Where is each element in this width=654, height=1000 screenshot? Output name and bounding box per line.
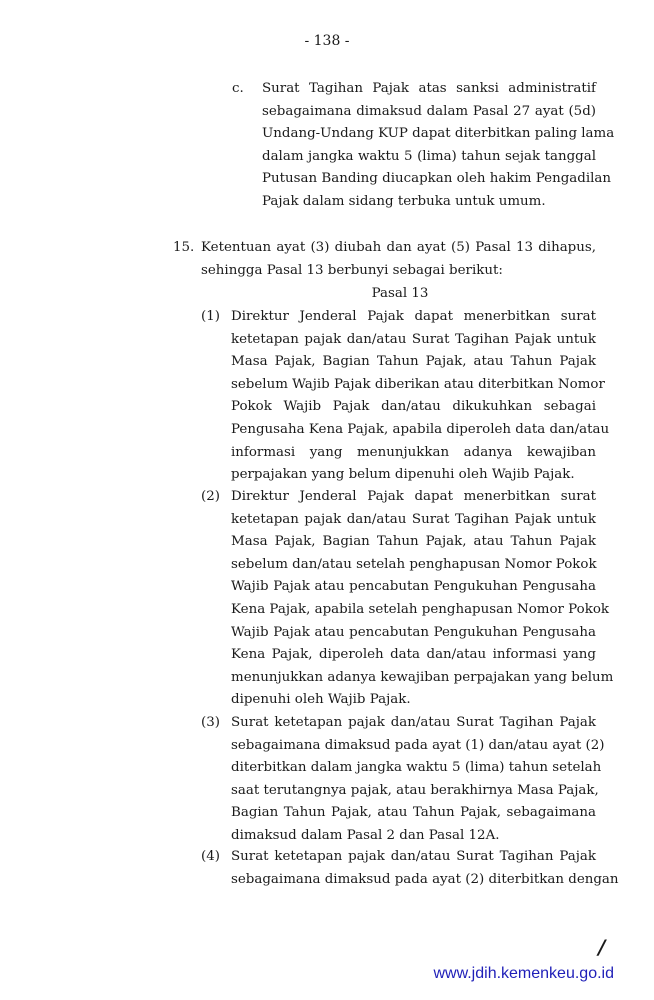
text-line: menunjukkan adanya kewajiban perpajakan yang belum xyxy=(231,669,614,685)
ayat-marker-4: (4) xyxy=(201,849,220,864)
text-line: Pajak dalam sidang terbuka untuk umum. xyxy=(262,193,546,209)
text-line: sebelum dan/atau setelah penghapusan Nomor Pokok xyxy=(231,556,597,572)
text-line: perpajakan yang belum dipenuhi oleh Wajib Pajak. xyxy=(231,467,575,483)
item-c-text xyxy=(262,78,615,214)
text-line: Putusan Banding diucapkan oleh hakim Pengadilan xyxy=(262,171,612,187)
text-line: Masa Pajak, Bagian Tahun Pajak, atau Tahun Pajak xyxy=(231,534,596,550)
text-line: Kena Pajak, apabila setelah penghapusan Nomor Pokok xyxy=(231,601,609,617)
ayat-marker-1: (1) xyxy=(201,309,220,324)
ayat-2-text xyxy=(231,486,614,712)
text-line: Surat Tagihan Pajak atas sanksi administratif xyxy=(262,81,596,96)
page-number: - 138 - xyxy=(304,33,350,49)
item-15-text xyxy=(201,237,596,282)
text-line: Undang-Undang KUP dapat diterbitkan paling lama xyxy=(262,126,615,142)
text-line: Pengusaha Kena Pajak, apabila diperoleh data dan/atau xyxy=(231,421,610,437)
text-line: Surat ketetapan pajak dan/atau Surat Tagihan Pajak xyxy=(231,715,596,730)
text-line: dimaksud dalam Pasal 2 dan Pasal 12A. xyxy=(231,827,500,843)
list-marker-c: c. xyxy=(232,81,244,96)
text-line: Bagian Tahun Pajak, atau Tahun Pajak, sebagaimana xyxy=(231,805,596,821)
text-line: informasi yang menunjukkan adanya kewajiban xyxy=(231,444,596,460)
pasal-title: Pasal 13 xyxy=(371,286,429,301)
ayat-marker-2: (2) xyxy=(201,489,220,504)
text-line: Pokok Wajib Pajak dan/atau dikukuhkan sebagai xyxy=(231,399,596,415)
ayat-marker-3: (3) xyxy=(201,715,220,730)
text-line: Masa Pajak, Bagian Tahun Pajak, atau Tahun Pajak xyxy=(231,354,596,370)
text-line: Wajib Pajak atau pencabutan Pengukuhan Pengusaha xyxy=(231,624,596,640)
text-line: Direktur Jenderal Pajak dapat menerbitkan surat xyxy=(231,489,596,504)
text-line: Wajib Pajak atau pencabutan Pengukuhan Pengusaha xyxy=(231,579,596,595)
text-line: dalam jangka waktu 5 (lima) tahun sejak tanggal xyxy=(262,148,596,164)
text-line: sebagaimana dimaksud pada ayat (2) diterbitkan dengan xyxy=(231,871,619,887)
text-line: diterbitkan dalam jangka waktu 5 (lima) tahun setelah xyxy=(231,760,602,776)
text-line: ketetapan pajak dan/atau Surat Tagihan Pajak untuk xyxy=(231,331,596,347)
ayat-4-text xyxy=(231,846,619,891)
text-line: ketetapan pajak dan/atau Surat Tagihan Pajak untuk xyxy=(231,511,596,527)
text-line: Direktur Jenderal Pajak dapat menerbitkan surat xyxy=(231,309,596,324)
text-line: saat terutangnya pajak, atau berakhirnya Masa Pajak, xyxy=(231,782,599,798)
text-line: Kena Pajak, diperoleh data dan/atau informasi yang xyxy=(231,647,596,663)
list-marker-15: 15. xyxy=(173,240,195,255)
footer-website-link[interactable]: www.jdih.kemenkeu.go.id xyxy=(433,965,614,982)
paraf-mark: / xyxy=(598,935,606,959)
text-line: dipenuhi oleh Wajib Pajak. xyxy=(231,692,411,708)
text-line: sebagaimana dimaksud pada ayat (1) dan/atau ayat (2) xyxy=(231,737,605,753)
text-line: sehingga Pasal 13 berbunyi sebagai berikut: xyxy=(201,262,503,278)
text-line: Ketentuan ayat (3) diubah dan ayat (5) Pasal 13 dihapus, xyxy=(201,240,596,255)
text-line: sebagaimana dimaksud dalam Pasal 27 ayat (5d) xyxy=(262,103,596,119)
ayat-3-text xyxy=(231,712,605,848)
text-line: sebelum Wajib Pajak diberikan atau diterbitkan Nomor xyxy=(231,376,605,392)
text-line: Surat ketetapan pajak dan/atau Surat Tagihan Pajak xyxy=(231,849,596,864)
ayat-1-text xyxy=(231,306,610,487)
